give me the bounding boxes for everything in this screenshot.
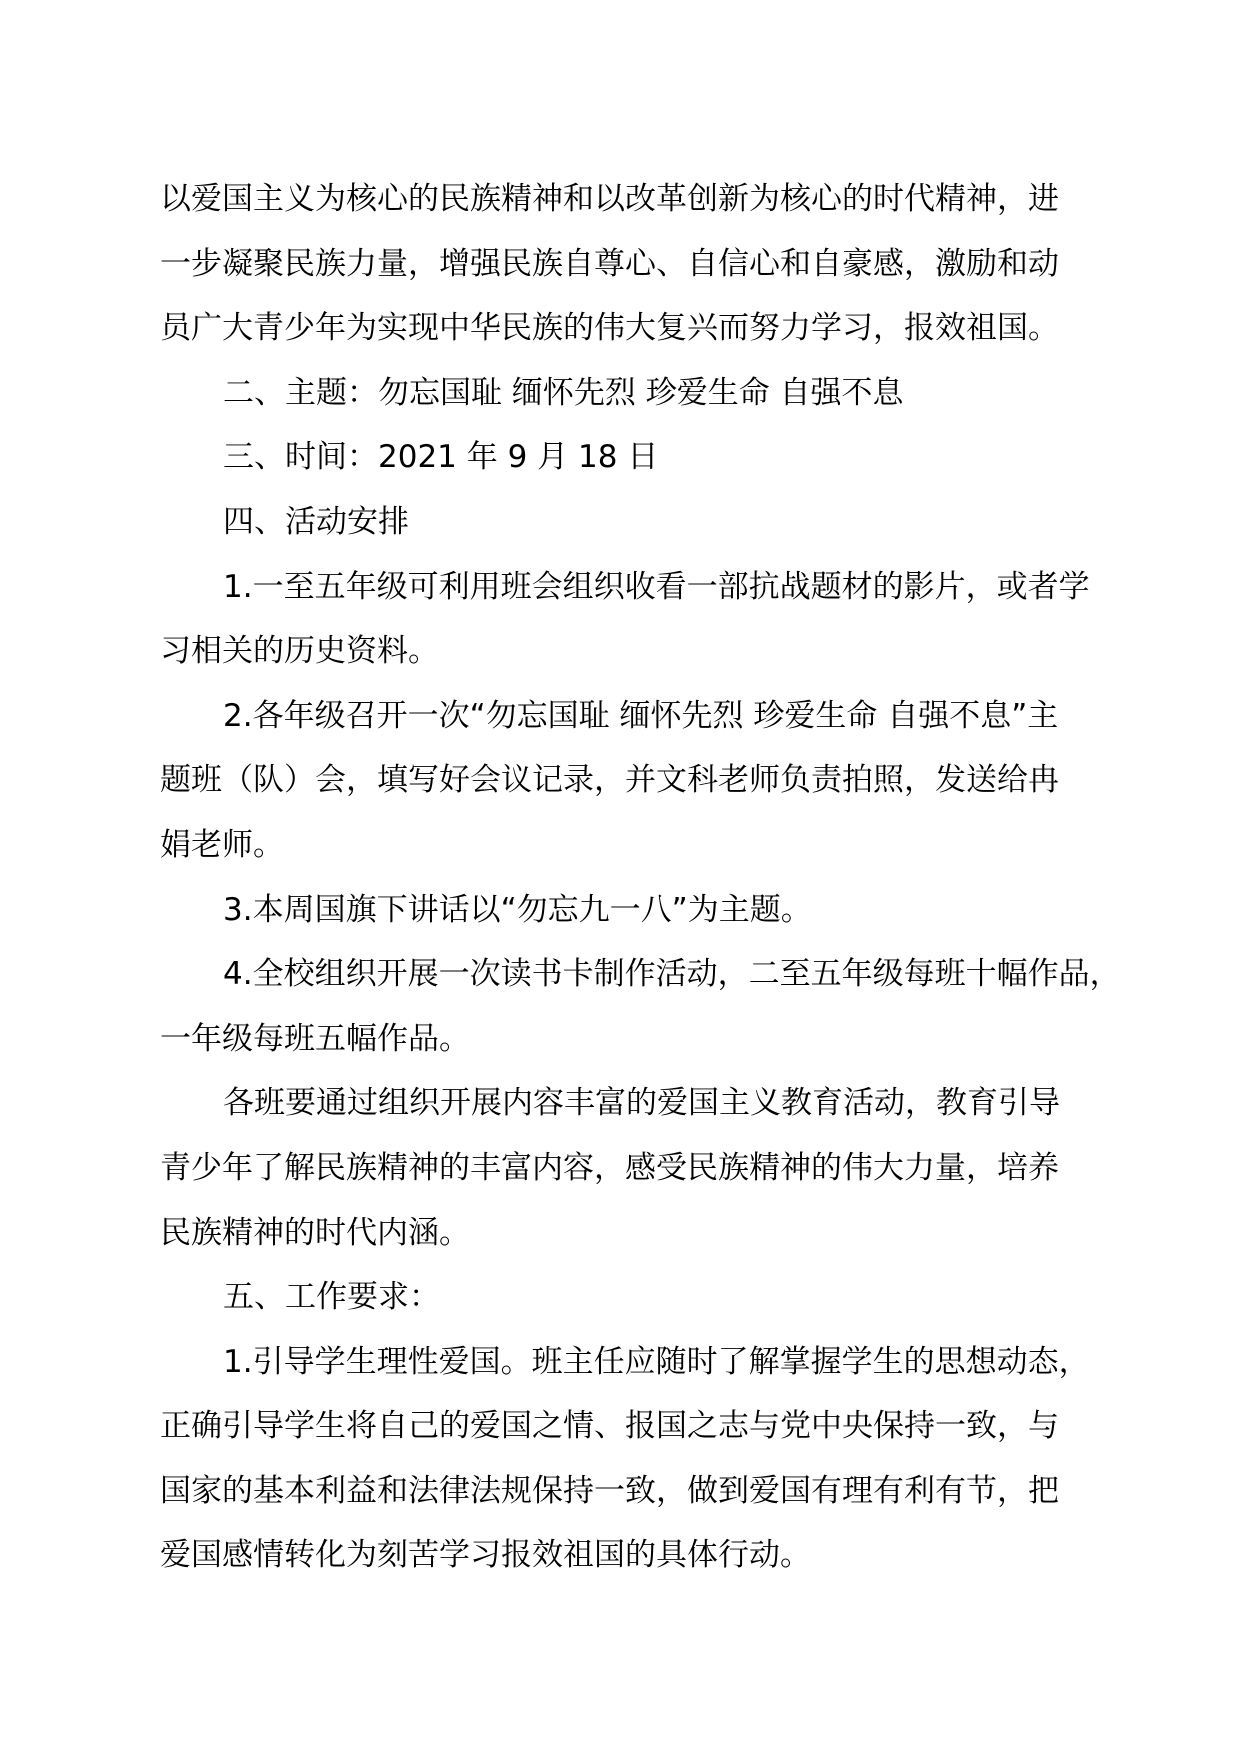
list-item-3: 3.本周国旗下讲话以“勿忘九一八”为主题。 xyxy=(223,891,812,928)
section-heading-theme: 二、主题：勿忘国耻 缅怀先烈 珍爱生命 自强不息 xyxy=(223,374,904,411)
section-heading-time: 三、时间：2021 年 9 月 18 日 xyxy=(223,439,659,476)
paragraph-summary: 各班要通过组织开展内容丰富的爱国主义教育活动，教育引导 xyxy=(223,1085,1060,1122)
list-item-4: 4.全校组织开展一次读书卡制作活动，二至五年级每班十幅作品， xyxy=(223,956,1121,993)
paragraph-line: 民族精神的时代内涵。 xyxy=(160,1214,470,1251)
document-body xyxy=(160,167,1121,1588)
paragraph-line: 娟老师。 xyxy=(160,826,284,863)
list-item-2: 2.各年级召开一次“勿忘国耻 缅怀先烈 珍爱生命 自强不息”主 xyxy=(223,697,1059,734)
paragraph-line: 以爱国主义为核心的民族精神和以改革创新为核心的时代精神，进 xyxy=(160,181,1059,217)
paragraph-line: 一步凝聚民族力量，增强民族自尊心、自信心和自豪感，激励和动 xyxy=(160,245,1059,282)
paragraph-line: 国家的基本利益和法律法规保持一致，做到爱国有理有利有节，把 xyxy=(160,1472,1059,1509)
section-heading-requirements: 五、工作要求： xyxy=(223,1279,440,1316)
requirement-item-1: 1.引导学生理性爱国。班主任应随时了解掌握学生的思想动态， xyxy=(223,1343,1090,1380)
paragraph-line: 一年级每班五幅作品。 xyxy=(160,1020,470,1057)
section-heading-activities: 四、活动安排 xyxy=(223,503,409,540)
paragraph-line: 习相关的历史资料。 xyxy=(160,633,439,670)
paragraph-line: 青少年了解民族精神的丰富内容，感受民族精神的伟大力量，培养 xyxy=(160,1149,1059,1186)
paragraph-line: 题班（队）会，填写好会议记录，并文科老师负责拍照，发送给冉 xyxy=(160,762,1059,799)
paragraph-line: 员广大青少年为实现中华民族的伟大复兴而努力学习，报效祖国。 xyxy=(160,310,1059,347)
paragraph-line: 正确引导学生将自己的爱国之情、报国之志与党中央保持一致，与 xyxy=(160,1408,1059,1445)
paragraph-line: 爱国感情转化为刻苦学习报效祖国的具体行动。 xyxy=(160,1537,811,1574)
list-item-1: 1.一至五年级可利用班会组织收看一部抗战题材的影片，或者学 xyxy=(223,568,1090,605)
